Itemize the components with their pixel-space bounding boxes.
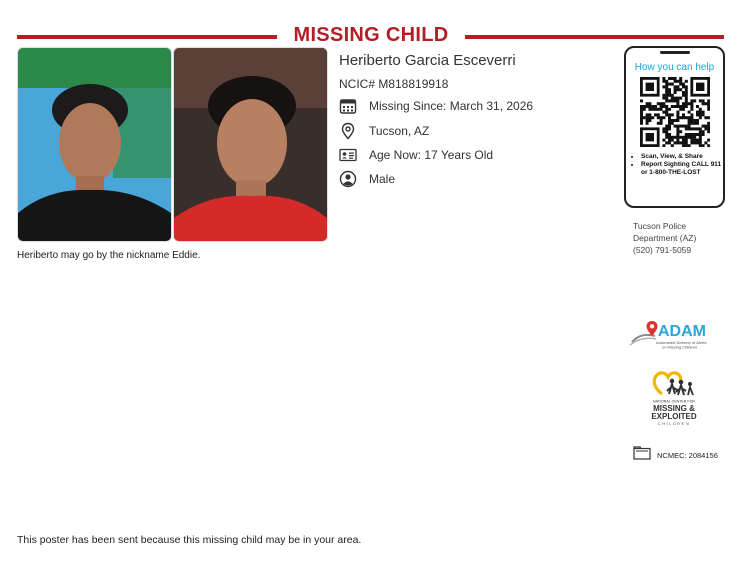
adam-logo — [629, 318, 719, 352]
phone-speaker — [660, 51, 690, 54]
child-photo-1 — [17, 47, 172, 242]
age-now: Age Now: 17 Years Old — [369, 148, 494, 162]
ncmec-line4: CHILDREN — [657, 421, 691, 426]
ncmec-line2: MISSING & — [653, 404, 695, 413]
agency-name-line1: Tucson Police — [633, 221, 687, 231]
ncmec-logo — [648, 370, 700, 428]
poster-footer-note: This poster has been sent because this missing child may be in your area. — [17, 534, 362, 546]
missing-since: Missing Since: March 31, 2026 — [369, 99, 534, 113]
agency-contact — [633, 220, 696, 256]
poster-title: MISSING CHILD — [293, 24, 449, 46]
qr-code-icon[interactable] — [640, 77, 710, 147]
help-card-title: How you can help — [634, 62, 715, 73]
adam-wordmark: ADAM — [658, 323, 706, 340]
help-steps — [632, 153, 729, 177]
calendar-icon — [339, 97, 357, 115]
child-name: Heriberto Garcia Esceverri — [339, 52, 516, 69]
id-card-icon — [339, 146, 357, 164]
folder-icon — [633, 446, 651, 465]
ncmec-line3: EXPLOITED — [651, 412, 697, 421]
nickname-note: Heriberto may go by the nickname Eddie. — [17, 250, 201, 261]
help-step-report: • Report Sighting CALL 911 or 1-800-THE-LOST — [641, 161, 729, 177]
location-row — [339, 121, 429, 141]
how-you-can-help-card — [624, 46, 725, 208]
ncic-number: NCIC# M818819918 — [339, 77, 449, 91]
ncmec-line1: NATIONAL CENTER FOR — [653, 399, 695, 404]
adam-subtitle-2: on Missing Children — [662, 344, 698, 350]
location-pin-icon — [339, 122, 357, 140]
sex: Male — [369, 172, 396, 186]
agency-phone: (520) 791-5059 — [633, 245, 692, 255]
child-photo-2 — [173, 47, 328, 242]
age-row — [339, 145, 493, 165]
header-rule-right — [465, 35, 724, 39]
last-seen-location: Tucson, AZ — [369, 124, 430, 138]
header-rule-left — [17, 35, 277, 39]
agency-name-line2: Department (AZ) — [633, 233, 697, 243]
sex-row — [339, 169, 395, 189]
adam-subtitle-1: Automated Delivery of Alerts — [656, 340, 707, 345]
missing-since-row — [339, 96, 533, 116]
person-icon — [339, 170, 357, 188]
ncmec-case-number: NCMEC: 2084156 — [657, 451, 718, 460]
ncmec-case-row — [633, 446, 718, 465]
help-step-scan: • Scan, View, & Share — [641, 153, 729, 161]
